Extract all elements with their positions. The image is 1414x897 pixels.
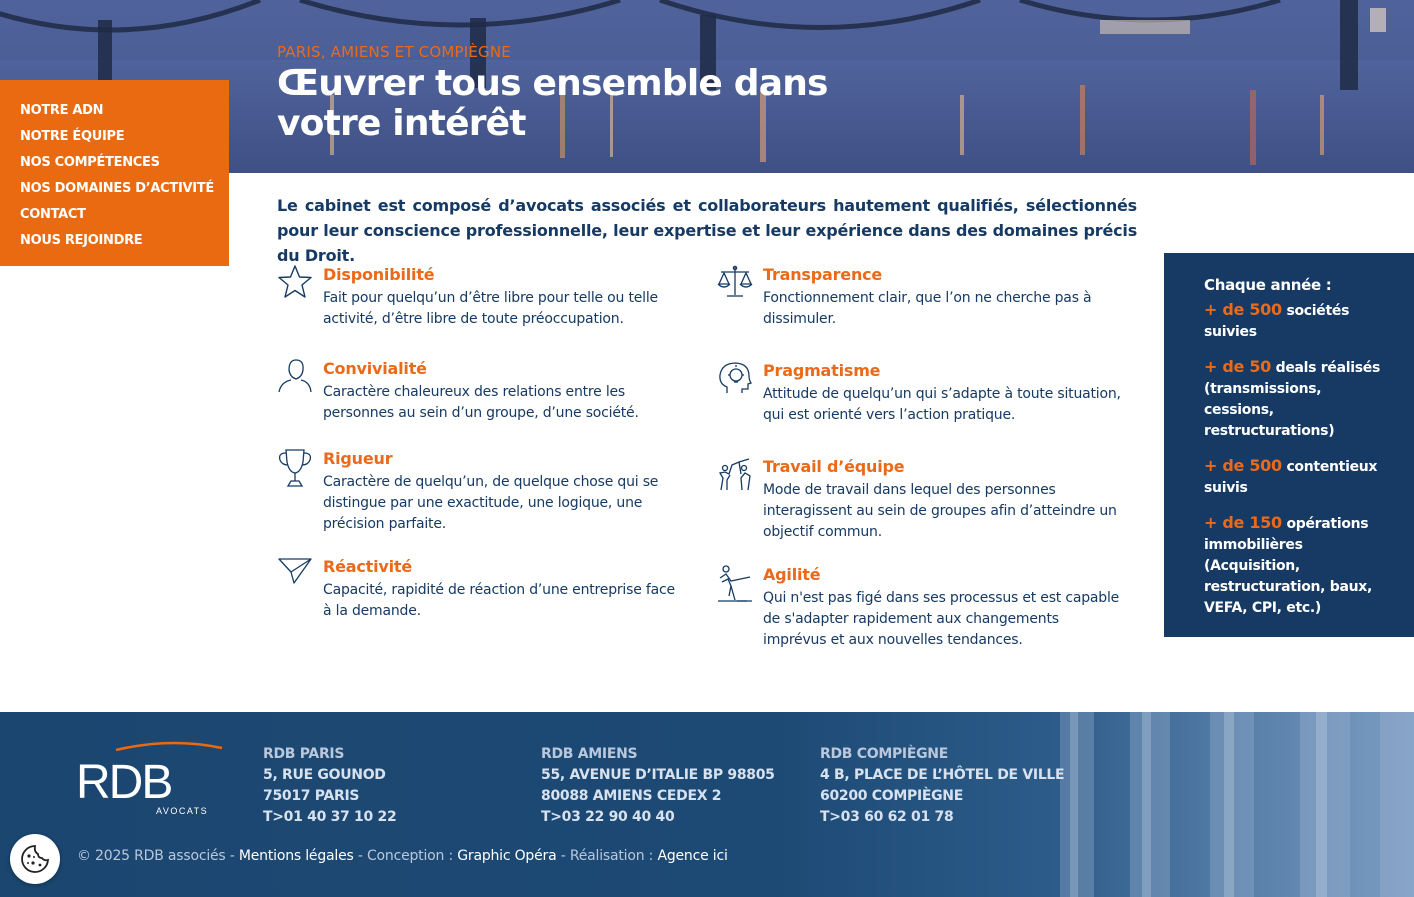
value-title: Disponibilité — [323, 265, 435, 284]
cookie-icon — [20, 844, 50, 874]
value-title: Agilité — [763, 565, 821, 584]
svg-text:AVOCATS: AVOCATS — [156, 806, 209, 816]
hero-kicker: PARIS, AMIENS ET COMPIÈGNE — [277, 43, 511, 61]
person-icon — [277, 358, 313, 394]
conception-link[interactable]: Graphic Opéra — [457, 848, 557, 864]
stat-text: contentieux suivis — [1204, 459, 1378, 496]
team-icon — [717, 456, 753, 492]
office-city-line: 80088 AMIENS CEDEX 2 — [541, 788, 722, 804]
star-icon — [277, 264, 313, 300]
stat-number: + de 50 — [1204, 357, 1272, 376]
stat-text: opérations immobilières (Acquisition, restructuration, baux, VEFA, CPI, etc.) — [1204, 516, 1373, 616]
yearly-stats-panel — [1164, 253, 1414, 637]
nav-item-nos-domaines[interactable]: NOS DOMAINES D’ACTIVITÉ — [20, 181, 214, 196]
value-title: Travail d’équipe — [763, 457, 905, 476]
copyright-line — [77, 847, 728, 865]
office-city-line: 60200 COMPIÈGNE — [820, 788, 963, 804]
value-title: Pragmatisme — [763, 361, 881, 380]
side-navigation — [0, 80, 229, 266]
office-phone[interactable]: T>03 22 90 40 40 — [541, 809, 675, 825]
office-compiegne — [820, 744, 1064, 828]
nav-item-notre-equipe[interactable]: NOTRE ÉQUIPE — [20, 129, 125, 144]
value-text: Qui n'est pas figé dans ses processus et est capable de s'adapter rapidement aux changements imprévus et aux nouvelles tendances. — [763, 590, 1120, 648]
stat-number: + de 500 — [1204, 456, 1282, 475]
value-text: Capacité, rapidité de réaction d’une entreprise face à la demande. — [323, 582, 675, 619]
realisation-label: - Réalisation : — [560, 848, 654, 864]
value-text: Caractère chaleureux des relations entre les personnes au sein d’un groupe, d’une société. — [323, 384, 639, 421]
intro-paragraph: Le cabinet est composé d’avocats associés et collaborateurs hautement qualifiés, sélectionnés pour leur conscience professionnelle, leur expertise et leur expérience dans des domaines précis du Droit. — [277, 196, 1138, 265]
rdb-avocats-logo[interactable] — [76, 740, 226, 820]
office-address-line: 55, AVENUE D’ITALIE BP 98805 — [541, 767, 775, 783]
nav-item-nos-competences[interactable]: NOS COMPÉTENCES — [20, 155, 160, 170]
svg-text:RDB: RDB — [76, 756, 172, 809]
stat-text: sociétés suivies — [1204, 303, 1350, 340]
cookie-settings-button[interactable] — [10, 834, 60, 884]
page-title: Œuvrer tous ensemble dans votre intérêt — [277, 63, 828, 144]
value-title: Rigueur — [323, 449, 393, 468]
stats-title: Chaque année : — [1204, 276, 1332, 294]
trophy-icon — [277, 448, 313, 488]
value-title: Convivialité — [323, 359, 427, 378]
stat-row — [1204, 512, 1394, 619]
idea-head-icon — [717, 360, 753, 396]
stat-number: + de 500 — [1204, 300, 1282, 319]
paper-plane-icon — [277, 556, 313, 592]
office-name: RDB COMPIÈGNE — [820, 746, 948, 762]
value-title: Transparence — [763, 265, 883, 284]
yoga-icon — [717, 564, 753, 604]
office-address-line: 4 B, PLACE DE L’HÔTEL DE VILLE — [820, 767, 1065, 783]
stat-number: + de 150 — [1204, 513, 1282, 532]
nav-item-nous-rejoindre[interactable]: NOUS REJOINDRE — [20, 233, 143, 248]
nav-item-contact[interactable]: CONTACT — [20, 207, 86, 222]
realisation-link[interactable]: Agence ici — [657, 848, 728, 864]
office-address-line: 5, RUE GOUNOD — [263, 767, 386, 783]
stat-row — [1204, 455, 1394, 499]
stat-row — [1204, 299, 1394, 343]
office-city-line: 75017 PARIS — [263, 788, 360, 804]
value-text: Fait pour quelqu’un d’être libre pour telle ou telle activité, d’être libre de toute préoccupation. — [323, 290, 658, 327]
nav-item-notre-adn[interactable]: NOTRE ADN — [20, 103, 104, 118]
mentions-legales-link[interactable]: Mentions légales — [238, 848, 354, 864]
copyright-text: © 2025 RDB associés - — [77, 848, 235, 864]
stat-row — [1204, 356, 1394, 442]
scale-icon — [717, 264, 753, 300]
office-phone[interactable]: T>01 40 37 10 22 — [263, 809, 397, 825]
value-text: Attitude de quelqu’un qui s’adapte à toute situation, qui est orienté vers l’action pratique. — [763, 386, 1121, 423]
office-paris — [263, 744, 396, 828]
office-name: RDB AMIENS — [541, 746, 638, 762]
value-title: Réactivité — [323, 557, 413, 576]
footer — [0, 712, 1414, 897]
office-amiens — [541, 744, 775, 828]
value-text: Caractère de quelqu’un, de quelque chose qui se distingue par une exactitude, une logique, une précision parfaite. — [323, 474, 659, 532]
office-name: RDB PARIS — [263, 746, 345, 762]
value-text: Fonctionnement clair, que l’on ne cherche pas à dissimuler. — [763, 290, 1092, 327]
stat-text: deals réalisés (transmissions, cessions, restructurations) — [1204, 360, 1380, 439]
conception-label: - Conception : — [357, 848, 453, 864]
value-text: Mode de travail dans lequel des personnes interagissent au sein de groupes afin d’atteindre un objectif commun. — [763, 482, 1117, 540]
office-phone[interactable]: T>03 60 62 01 78 — [820, 809, 954, 825]
